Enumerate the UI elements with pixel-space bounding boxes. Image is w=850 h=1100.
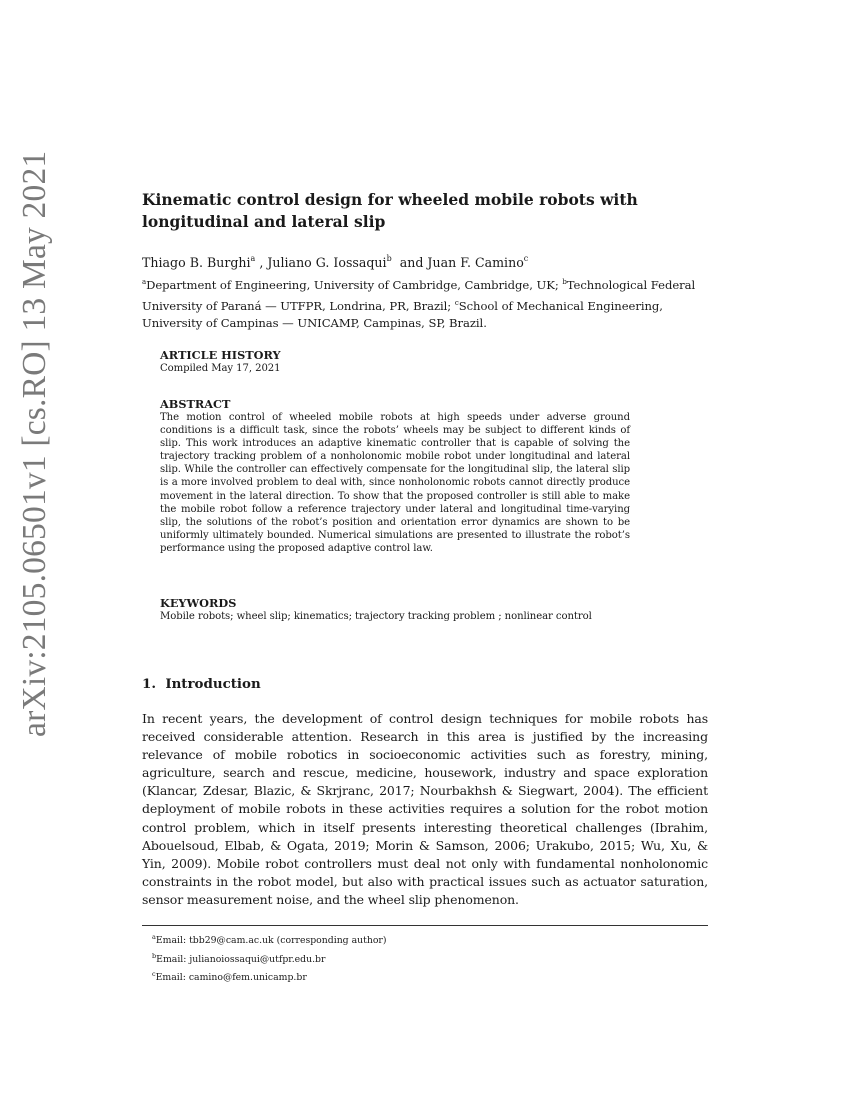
affiliation-mark: a [142, 278, 147, 286]
footnote-text: Email: camino@fem.unicamp.br [155, 972, 307, 983]
article-history-block [160, 348, 630, 375]
footnote-text: Email: tbb29@cam.ac.uk (corresponding author) [155, 935, 387, 946]
section-number: 1. [142, 676, 156, 692]
section-title: Introduction [165, 676, 261, 692]
affiliation-text: Department of Engineering, University of Cambridge, Cambridge, UK; [146, 278, 563, 292]
affiliation-text: Technological Federal University of Paraná — UTFPR, Londrina, PR, Brazil; [142, 278, 696, 313]
affiliations [142, 274, 707, 333]
affiliation-mark: b [562, 278, 567, 286]
affiliation-text: School of Mechanical Engineering, University of Campinas — UNICAMP, Campinas, SP, Brazil. [142, 298, 663, 330]
abstract-heading: ABSTRACT [160, 397, 231, 411]
section-heading [142, 676, 542, 693]
keywords-block [160, 596, 630, 623]
arxiv-identifier-stamp: arXiv:2105.06501v1 [cs.RO] 13 May 2021 [16, 150, 53, 737]
author-name: Juliano G. Iossaqui [267, 255, 387, 270]
introduction-paragraph: In recent years, the development of control design techniques for mobile robots has received considerable attention. Research in this area is justified by the increasing relevance of mobile robotics in socioeconomic activities such as forestry, mining, agriculture, search and rescue, medicine, housework, industry and space exploration (Klancar, Zdesar, Blazic, & Skrjranc, 2017; Nourbakhsh & Siegwart, 2004). The efficient deployment of mobile robots in these activities requires a solution for the robot motion control problem, which in itself presents interesting theoretical challenges (Ibrahim, Abouelsoud, Elbab, & Ogata, 2019; Morin & Samson, 2006; Urakubo, 2015; Wu, Xu, & Yin, 2009). Mobile robot controllers must deal not only with fundamental nonholonomic constraints in the robot model, but also with practical issues such as actuator saturation, sensor measurement noise, and the wheel slip phenomenon. [142, 711, 708, 907]
footnote [152, 967, 702, 986]
author-affiliation-mark: b [386, 254, 392, 263]
footnote-mark: a [152, 933, 156, 941]
paper-title: Kinematic control design for wheeled mobile robots with longitudinal and lateral slip [142, 190, 638, 231]
article-history-text: Compiled May 17, 2021 [160, 363, 281, 374]
author-name: Thiago B. Burghi [142, 255, 251, 270]
author-list: Thiago B. Burghi$^a$ , Juliano G. Iossaqui$^b$ and Juan F. Camino$^c$ [142, 254, 529, 270]
footnote [152, 949, 702, 968]
abstract-block [160, 397, 630, 555]
footnote-mark: b [152, 951, 157, 960]
footnote-text: Email: julianoiossaqui@utfpr.edu.br [156, 953, 326, 965]
abstract-text: The motion control of wheeled mobile robots at high speeds under adverse ground conditions is a difficult task, since the robots’ wheels may be subject to different kinds of slip. This work introduces an adaptive kinematic controller that is capable of solving the trajectory tracking problem of a nonholonomic mobile robot under longitudinal and lateral slip. While the controller can effectively compensate for the longitudinal slip, the lateral slip is a more involved problem to deal with, since nonholonomic robots cannot directly produce movement in the lateral direction. To show that the proposed controller is still able to make the mobile robot follow a reference trajectory under lateral and longitudinal time-varying slip, the solutions of the robot’s position and orientation error dynamics are shown to be uniformly ultimately bounded. Numerical simulations are presented to illustrate the robot’s performance using the proposed adaptive control law. [160, 412, 630, 554]
footnote-divider [142, 925, 708, 926]
article-history-heading: ARTICLE HISTORY [160, 348, 281, 362]
author-affiliation-mark: c [523, 254, 529, 263]
keywords-text: Mobile robots; wheel slip; kinematics; trajectory tracking problem ; nonlinear control [160, 611, 592, 622]
footnotes [152, 930, 702, 986]
affiliation-mark: c [454, 298, 459, 307]
footnote [152, 930, 702, 949]
author-name: Juan F. Camino [427, 255, 524, 270]
footnote-mark: c [152, 970, 156, 978]
keywords-heading: KEYWORDS [160, 596, 237, 610]
author-affiliation-mark: a [250, 254, 256, 263]
